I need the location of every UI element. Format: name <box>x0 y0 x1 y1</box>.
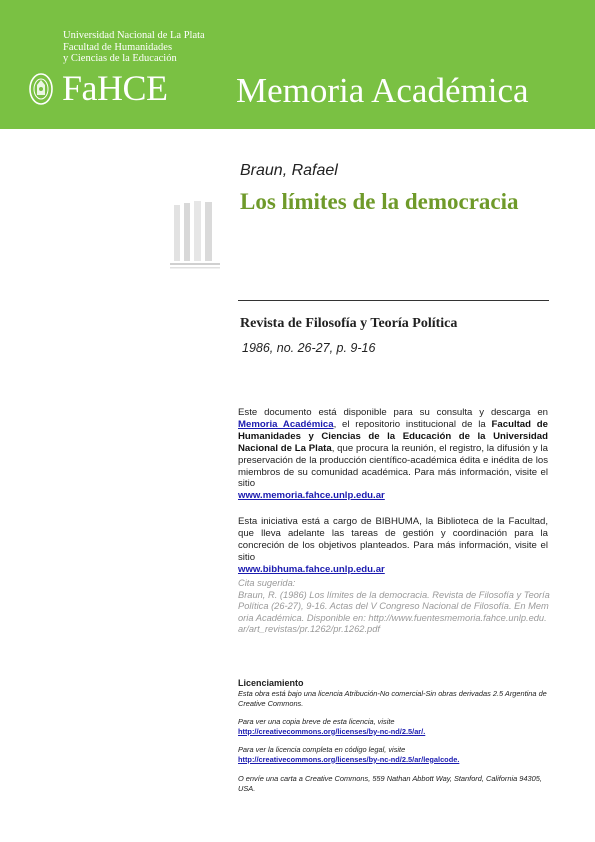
license-intro: Esta obra está bajo una licencia Atribución-No comercial-Sin obras derivadas 2.5 Argentina de Creative Commons. <box>238 689 547 708</box>
memoria-site-link[interactable]: www.memoria.fahce.unlp.edu.ar <box>238 490 385 502</box>
university-name: Universidad Nacional de La Plata <box>63 30 205 41</box>
document-title: Los límites de la democracia <box>240 189 519 214</box>
journal-issue: 1986, no. 26-27, p. 9-16 <box>242 341 376 355</box>
license-full-link[interactable]: http://creativecommons.org/licenses/by-nc-nd/2.5/ar/legalcode. <box>238 754 460 764</box>
memoria-academica-link[interactable]: Memoria Académica <box>238 418 334 430</box>
license-short-label: Para ver una copia breve de esta licencia, visite <box>238 717 395 726</box>
university-seal-icon <box>28 71 54 107</box>
availability-paragraph: Este documento está disponible para su consulta y descarga en Memoria Académica, el repositorio institucional de la Facultad de Humanidades y Ciencias de la Educación de la Universidad Nacional de La Plata, que procura la reunión, el registro, la difusión y la preservación de la producción científico-académica édita e inédita de los miembros de su comunidad académica. Para más información, visite el sitio www.memoria.fahce.unlp.edu.ar <box>238 407 548 502</box>
faculty-name-line1: Facultad de Humanidades <box>63 42 173 53</box>
memoria-academica-logo: Memoria Académica <box>236 71 529 110</box>
bibhuma-paragraph: Esta iniciativa está a cargo de BIBHUMA, la Biblioteca de la Facultad, que lleva adelante las tareas de gestión y coordinación para la concreción de los objetivos planteados. Para más información, visite el sitio www.bibhuma.fahce.unlp.edu.ar <box>238 516 548 575</box>
citation-text: Braun, R. (1986) Los límites de la democracia. Revista de Filosofía y Teoría Política (26-27), 9-16. Actas del V Congreso Nacional de Filosofía. En Memoria Académica. Disponible en: http://www.fuentesmemoria.fahce.unlp.edu.ar/art_revistas/pr.1262/pr.1262.pdf <box>238 589 550 634</box>
citation-label: Cita sugerida: <box>238 578 296 588</box>
license-heading: Licenciamiento <box>238 678 304 688</box>
license-short-block <box>238 717 550 736</box>
faculty-name-line2: y Ciencias de la Educación <box>63 53 177 64</box>
bibhuma-site-link[interactable]: www.bibhuma.fahce.unlp.edu.ar <box>238 563 385 575</box>
fahce-logo: FaHCE <box>62 68 168 108</box>
license-mail-address: O envíe una carta a Creative Commons, 559 Nathan Abbott Way, Stanford, California 94305, USA. <box>238 774 542 793</box>
document-author: Braun, Rafael <box>240 162 338 179</box>
license-full-block <box>238 745 550 764</box>
suggested-citation <box>238 578 550 636</box>
books-watermark-icon <box>168 199 224 271</box>
license-full-label: Para ver la licencia completa en código legal, visite <box>238 745 406 754</box>
journal-name: Revista de Filosofía y Teoría Política <box>240 316 458 331</box>
title-divider <box>238 300 549 301</box>
institution-name: Facultad de Humanidades y Ciencias de la Educación de la Universidad Nacional de La Plata <box>238 418 548 454</box>
license-short-link[interactable]: http://creativecommons.org/licenses/by-nc-nd/2.5/ar/. <box>238 726 426 736</box>
